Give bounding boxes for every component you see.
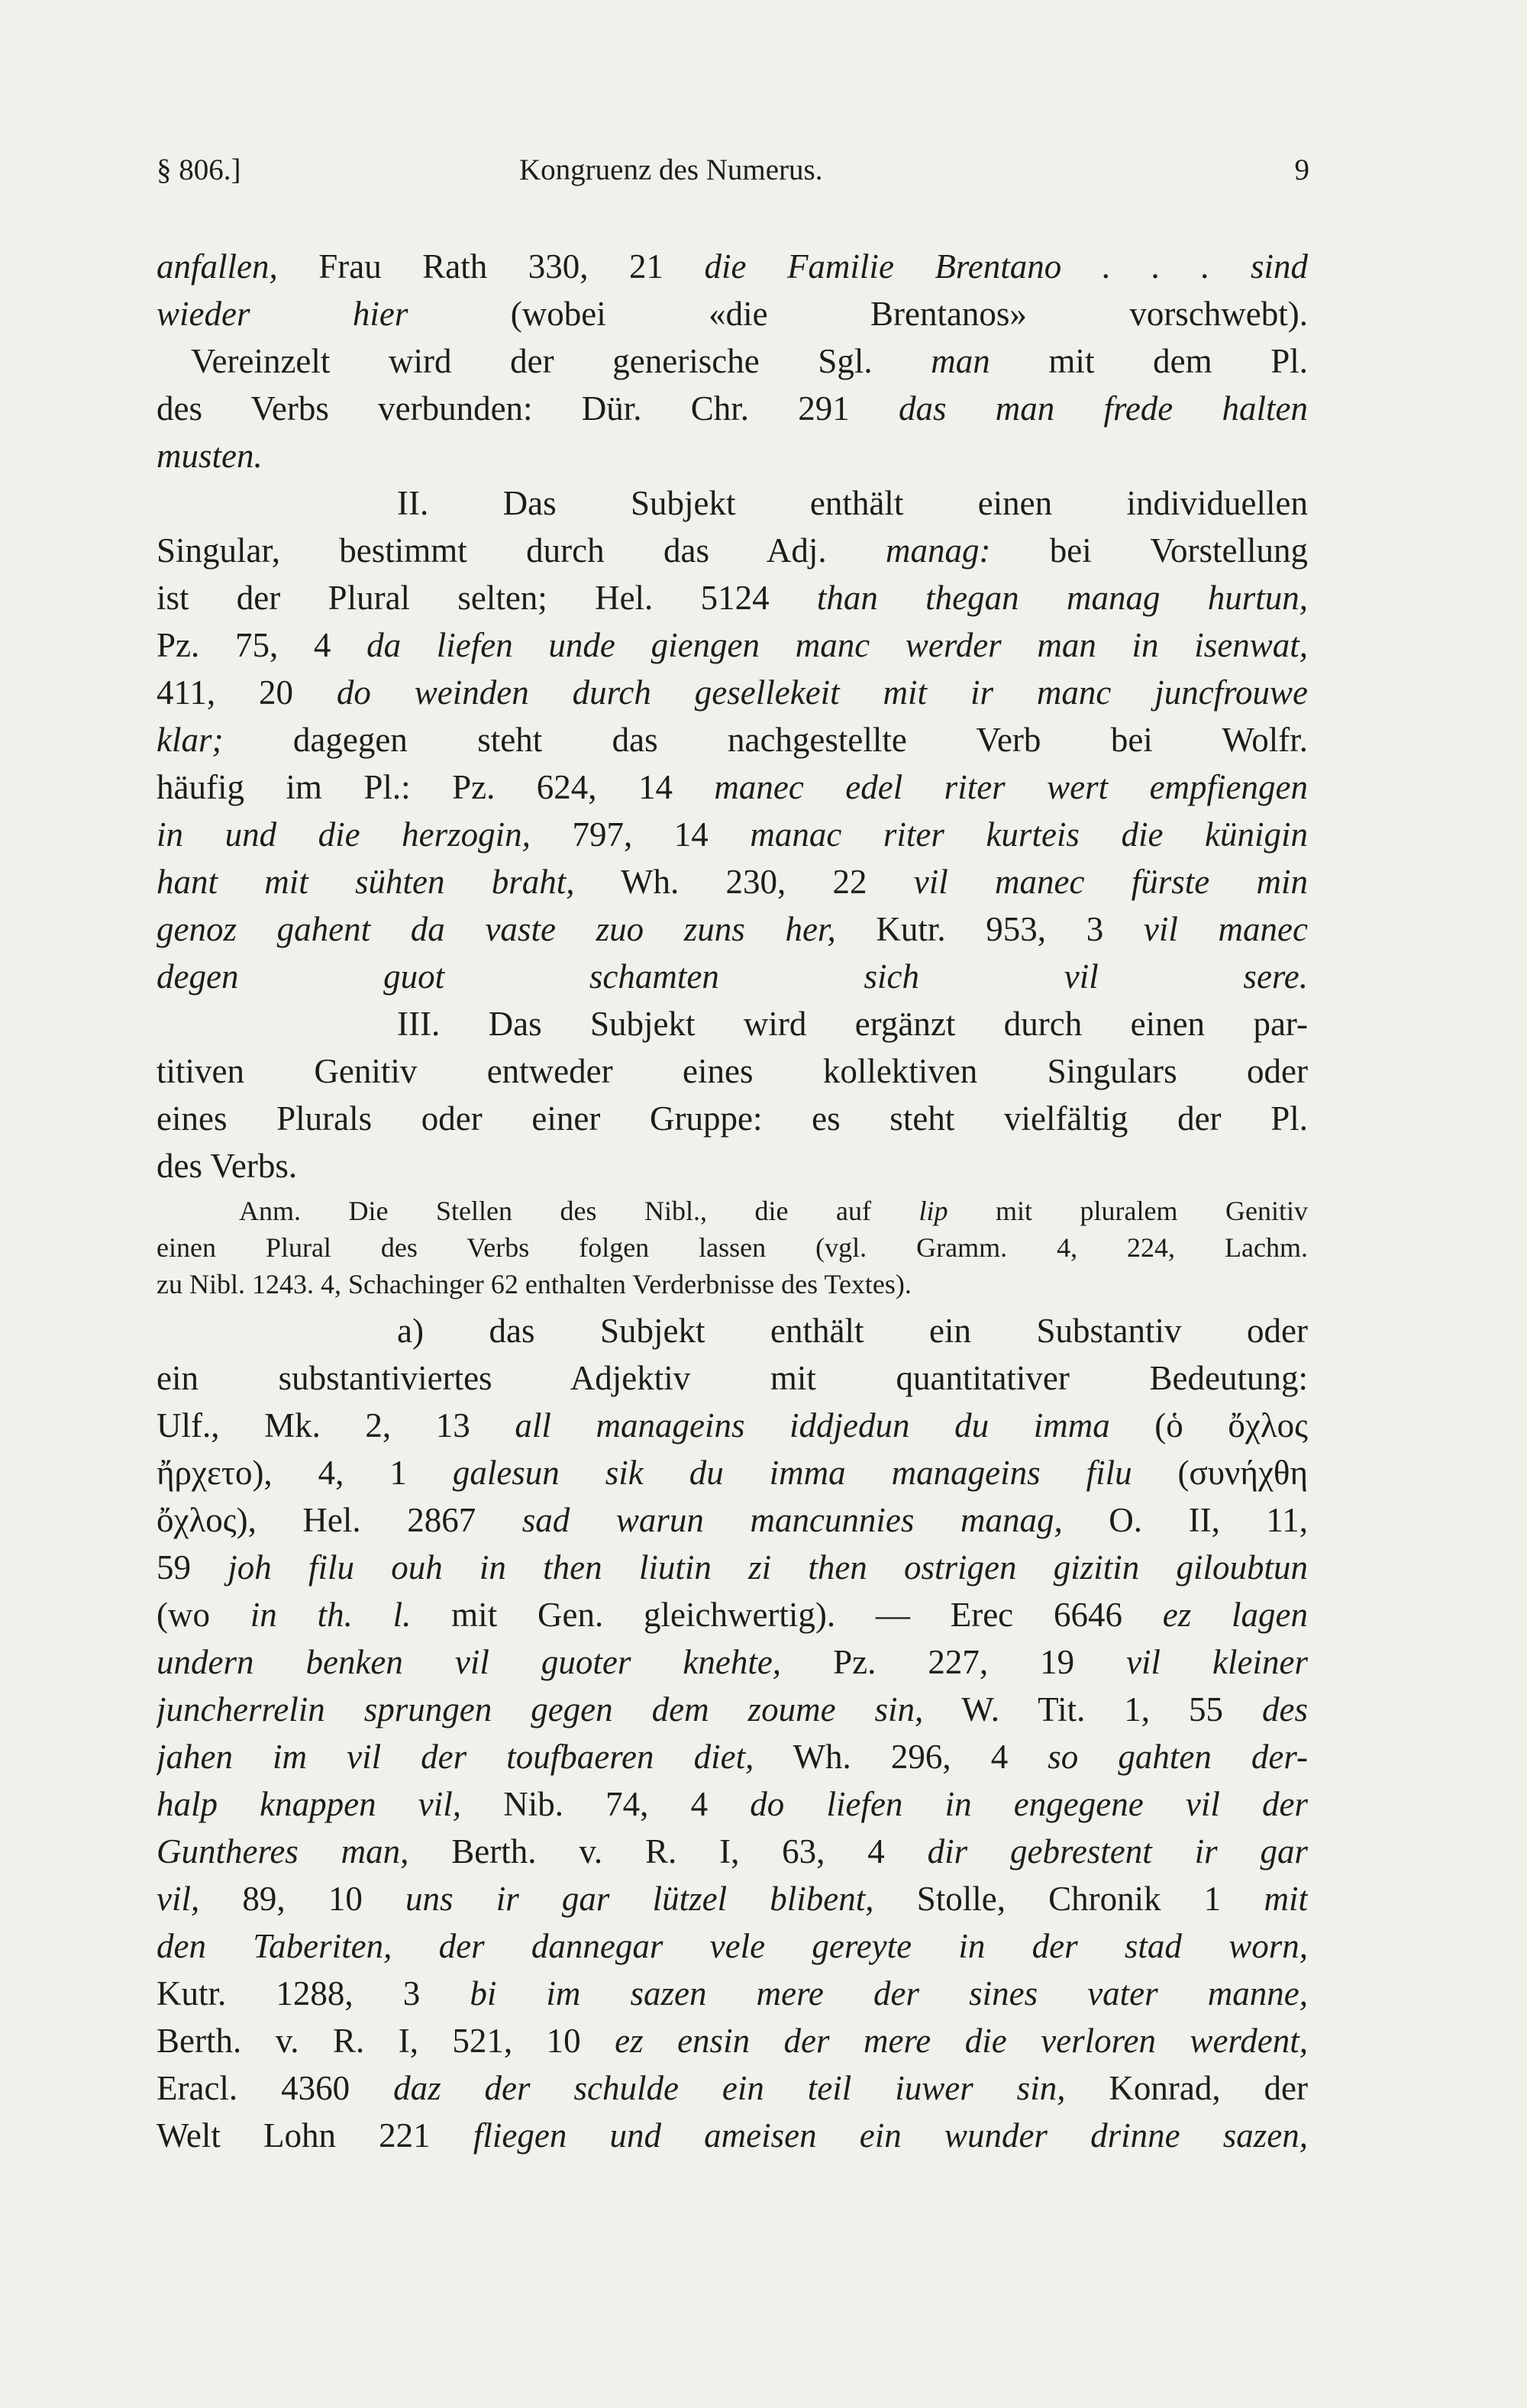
text-line — [157, 669, 1308, 716]
text-line — [157, 1354, 1308, 1402]
text-run: mit dem Pl. — [989, 342, 1308, 380]
text-line — [157, 1780, 1308, 1828]
text-run: (wobei «die Brentanos» vorschwebt). — [408, 295, 1308, 333]
text-line — [157, 479, 1308, 527]
italic-quote: sad warun mancunnies manag, — [521, 1501, 1063, 1539]
italic-quote: in th. l. — [250, 1596, 412, 1634]
text-run: Pz. 227, 19 — [781, 1643, 1127, 1681]
italic-quote: uns ir gar lützel blibent, — [405, 1880, 874, 1918]
text-line — [157, 1875, 1308, 1922]
text-run: Frau Rath 330, 21 — [277, 247, 705, 286]
italic-quote: than thegan manag hurtun, — [816, 579, 1308, 617]
text-run: mit Gen. gleichwertig). — Erec 6646 — [411, 1596, 1163, 1634]
italic-quote: lip — [918, 1196, 948, 1226]
text-line — [157, 527, 1308, 574]
italic-quote: manec edel riter wert empfiengen — [714, 768, 1308, 806]
italic-quote: so gahten der- — [1048, 1738, 1308, 1776]
italic-quote: klar; — [157, 721, 224, 759]
italic-quote: wieder hier — [157, 295, 408, 333]
text-run: Stolle, Chronik 1 — [873, 1880, 1264, 1918]
text-run: Vereinzelt wird der generische Sgl. — [157, 342, 931, 380]
text-line — [157, 1828, 1308, 1875]
text-run: ist der Plural selten; Hel. 5124 — [157, 579, 817, 617]
italic-quote: vil manec — [1143, 910, 1308, 948]
text-line — [157, 432, 1308, 479]
italic-quote: do liefen in engegene vil der — [750, 1785, 1308, 1823]
italic-quote: in und die herzogin, — [157, 815, 531, 854]
text-run: des Verbs. — [157, 1147, 298, 1185]
text-run: Anm. Die Stellen des Nibl., die auf — [157, 1196, 919, 1226]
italic-quote: mit — [1264, 1880, 1308, 1918]
text-line — [157, 574, 1308, 621]
text-run: ἤρχετο), 4, 1 — [157, 1454, 453, 1492]
italic-quote: das man frede halten — [899, 389, 1308, 428]
italic-quote: den Taberiten, der dannegar vele gereyte in der stad worn, — [157, 1927, 1308, 1965]
main-paragraphs — [157, 243, 1308, 1189]
text-run: titiven Genitiv entweder eines kollektiven Singulars oder — [157, 1052, 1308, 1090]
text-line — [157, 811, 1308, 858]
italic-quote: Guntheres man, — [157, 1832, 409, 1871]
italic-quote: des — [1262, 1690, 1308, 1729]
text-line — [157, 763, 1308, 811]
text-run: Kutr. 953, 3 — [835, 910, 1144, 948]
italic-quote: halp knappen vil, — [157, 1785, 462, 1823]
text-line — [157, 621, 1308, 669]
text-line — [157, 1142, 1308, 1189]
italic-quote: musten. — [157, 437, 263, 475]
text-run: Berth. v. R. I, 521, 10 — [157, 2022, 615, 2060]
text-run: Welt Lohn 221 — [157, 2116, 473, 2155]
body-text — [157, 243, 1308, 2159]
text-run: 59 — [157, 1548, 228, 1587]
text-line — [157, 2112, 1308, 2159]
text-line — [157, 1402, 1308, 1449]
text-run: zu Nibl. 1243. 4, Schachinger 62 enthalten Verderbnisse des Textes). — [157, 1269, 912, 1299]
text-line — [157, 1544, 1308, 1591]
italic-quote: joh filu ouh in then liutin zi then ostrigen gizitin giloubtun — [228, 1548, 1308, 1587]
text-line — [157, 858, 1308, 905]
running-header — [157, 153, 1309, 199]
text-line — [157, 1970, 1308, 2017]
italic-quote: all manageins iddjedun du imma — [515, 1406, 1110, 1444]
text-run: III. Das Subjekt wird ergänzt durch einen par- — [157, 1005, 1308, 1043]
page-number: 9 — [1294, 153, 1309, 186]
italic-quote: die Familie Brentano . . . sind — [704, 247, 1308, 286]
italic-quote: bi im sazen mere der sines vater manne, — [470, 1974, 1308, 2013]
text-line — [157, 2064, 1308, 2112]
text-run: einen Plural des Verbs folgen lassen (vgl. Gramm. 4, 224, Lachm. — [157, 1232, 1308, 1263]
text-line — [157, 1922, 1308, 1970]
text-run: Konrad, der — [1065, 2069, 1308, 2107]
text-line — [157, 337, 1308, 385]
text-run: ὄχλος), Hel. 2867 — [157, 1501, 522, 1539]
text-line — [157, 1229, 1308, 1266]
italic-quote: genoz gahent da vaste zuo zuns her, — [157, 910, 836, 948]
text-run: (wo — [157, 1596, 250, 1634]
italic-quote: do weinden durch gesellekeit mit ir manc juncfrouwe — [336, 673, 1308, 712]
text-line — [157, 243, 1308, 290]
italic-quote: vil manec fürste min — [913, 863, 1308, 901]
italic-quote: ez ensin der mere die verloren werdent, — [615, 2022, 1308, 2060]
italic-quote: vil kleiner — [1126, 1643, 1308, 1681]
text-line — [157, 953, 1308, 1000]
italic-quote: hant mit sühten braht, — [157, 863, 575, 901]
italic-quote: manac riter kurteis die künigin — [750, 815, 1308, 854]
text-line — [157, 1638, 1308, 1686]
text-run: bei Vorstellung — [990, 531, 1308, 570]
text-run: dagegen steht das nachgestellte Verb bei Wolfr. — [223, 721, 1308, 759]
italic-quote: daz der schulde ein teil iuwer sin, — [393, 2069, 1066, 2107]
text-run: 411, 20 — [157, 673, 337, 712]
text-run: des Verbs verbunden: Dür. Chr. 291 — [157, 389, 899, 428]
running-title: Kongruenz des Numerus. — [519, 153, 823, 186]
text-line — [157, 385, 1308, 432]
text-line — [157, 716, 1308, 763]
text-line — [157, 1307, 1308, 1354]
text-run: (ὁ ὄχλος — [1109, 1406, 1308, 1444]
text-line — [157, 1266, 1308, 1302]
text-run: eines Plurals oder einer Gruppe: es steht vielfältig der Pl. — [157, 1099, 1308, 1138]
italic-quote: dir gebrestent ir gar — [927, 1832, 1308, 1871]
italic-quote: da liefen unde giengen manc werder man in isenwat, — [366, 626, 1308, 664]
italic-quote: ez lagen — [1162, 1596, 1308, 1634]
text-run: Berth. v. R. I, 63, 4 — [408, 1832, 928, 1871]
italic-quote: juncherrelin sprungen gegen dem zoume sin, — [157, 1690, 924, 1729]
text-run: a) das Subjekt enthält ein Substantiv oder — [157, 1312, 1308, 1350]
text-line — [157, 1047, 1308, 1095]
subsection-a-paragraph — [157, 1307, 1308, 2159]
italic-quote: manag: — [885, 531, 991, 570]
text-run: Eracl. 4360 — [157, 2069, 394, 2107]
text-run: 89, 10 — [199, 1880, 406, 1918]
text-line — [157, 290, 1308, 337]
text-run: Ulf., Mk. 2, 13 — [157, 1406, 515, 1444]
text-line — [157, 1686, 1308, 1733]
italic-quote: galesun sik du imma manageins filu — [452, 1454, 1132, 1492]
text-line — [157, 2017, 1308, 2064]
text-line — [157, 1000, 1308, 1047]
italic-quote: fliegen und ameisen ein wunder drinne sazen, — [473, 2116, 1308, 2155]
text-run: W. Tit. 1, 55 — [923, 1690, 1262, 1729]
text-run: häufig im Pl.: Pz. 624, 14 — [157, 768, 715, 806]
text-run: Wh. 296, 4 — [754, 1738, 1048, 1776]
text-run: ein substantiviertes Adjektiv mit quantitativer Bedeutung: — [157, 1359, 1308, 1397]
italic-quote: undern benken vil guoter knehte, — [157, 1643, 782, 1681]
italic-quote: man — [931, 342, 990, 380]
text-run: mit pluralem Genitiv — [948, 1196, 1308, 1226]
text-run: Kutr. 1288, 3 — [157, 1974, 470, 2013]
text-run: O. II, 11, — [1062, 1501, 1308, 1539]
italic-quote: vil, — [157, 1880, 200, 1918]
text-line — [157, 1193, 1308, 1229]
text-run: Singular, bestimmt durch das Adj. — [157, 531, 886, 570]
text-line — [157, 1496, 1308, 1544]
text-line — [157, 1095, 1308, 1142]
italic-quote: degen guot schamten sich vil sere. — [157, 957, 1308, 996]
italic-quote: anfallen, — [157, 247, 278, 286]
text-line — [157, 905, 1308, 953]
annotation-note — [157, 1193, 1308, 1302]
text-line — [157, 1591, 1308, 1638]
text-line — [157, 1449, 1308, 1496]
text-run: Nib. 74, 4 — [461, 1785, 751, 1823]
italic-quote: jahen im vil der toufbaeren diet, — [157, 1738, 754, 1776]
text-line — [157, 1733, 1308, 1780]
text-run: Wh. 230, 22 — [574, 863, 914, 901]
text-run: (συνήχθη — [1132, 1454, 1308, 1492]
text-run: 797, 14 — [530, 815, 751, 854]
text-run: Pz. 75, 4 — [157, 626, 367, 664]
section-reference: § 806.] — [157, 153, 241, 186]
text-run: II. Das Subjekt enthält einen individuellen — [157, 484, 1308, 522]
